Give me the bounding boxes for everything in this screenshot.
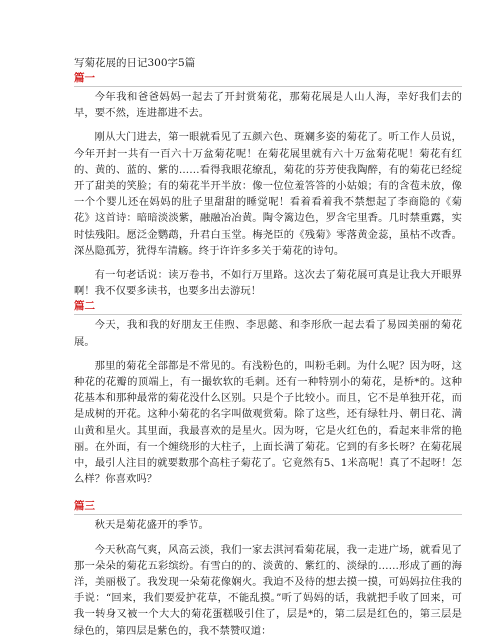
- section-1: [74, 71, 462, 299]
- section-divider: [74, 514, 462, 515]
- document-title: 写菊花展的日记300字5篇: [74, 57, 196, 69]
- paragraph: 那里的菊花全部都是不常见的。有浅粉色的，叫粉毛刺。为什么呢？因为呀，这种花的花瓣的顶端上，有一撮软软的毛刺。还有一种特别小的菊花，是桥*的。这种花基本和那种最常的菊花没什么区别。只是个子比较小。而且，它不是单独开花，而是成树的开花。这种小菊花的名字叫做观赏菊。除了这些，还有绿牡丹、朝日花、满山黄和星火。其里面，我最喜欢的是星火。因为呀，它是火红色的，看起来非常的艳丽。在外面，有一个缠绕形的大柱子，上面长满了菊花。它到的有多长呀？在菊花展中，最引人注目的就要数那个高柱子菊花了。它竟然有5、1米高呢！真了不起呀！怎么样？你喜欢吗？: [74, 359, 462, 486]
- section-heading: 篇三: [74, 500, 95, 513]
- paragraph: 今天，我和我的好朋友王佳煦、李思懿、和李形欣一起去看了易园美丽的菊花展。: [74, 319, 462, 348]
- paragraph: 今天秋高气爽，风高云淡，我们一家去淇河看菊花展，我一走进广场，就看见了那一朵朵的菊花五彩缤纷。有雪白的的、淡黄的、紫红的、淡绿的……形成了画的海洋，美丽极了。我发现一朵菊花像娴火。我迫不及待的想去摸一摸，可妈妈拉住我的手说：“回来，我们要爱护花草，不能乱摸。”听了妈妈的话，我就把手收了回来，可我一转身又被一个大大的菊花蛋糕吸引住了，层是*的，第二层是红色的，第三层是绿色的，第四层是紫色的，我不禁赞叹道：: [74, 543, 462, 637]
- section-divider: [74, 314, 462, 315]
- section-3: [74, 499, 462, 638]
- section-2: [74, 299, 462, 487]
- paragraph: 刚从大门进去，第一眼就看见了五颜六色、斑斓多姿的菊花了。听工作人员说，今年开封一共有一百六十万盆菊花呢！在菊花展里就有六十万盆菊花呢！菊花有红的、黄的、蓝的、紫的……看得我眼花缭乱，菊花的芬芳使我陶醉，有的菊花已经绽开了甜美的笑脸；有的菊花半开半放：像一位位羞答答的小姑娘；有的含苞未放，像一个个婴儿还在妈妈的肚子里甜甜的睡觉呢！看着看着我不禁想起了李商隐的《菊花》这首诗：暗暗淡淡紫，融融冶冶黄。陶令篱边色，罗含宅里香。几时禁重露，实时怯残阳。愿泛金鹦鹉，升君白玉堂。梅尧臣的《残菊》零落黄金蕊，虽枯不改香。深丛隐孤芳，犹得车清觞。终于许许多多关于菊花的诗句。: [74, 131, 462, 257]
- paragraph: 今年我和爸爸妈妈一起去了开封赏菊花，那菊花展是人山人海，幸好我们去的早，要不然，连进都进不去。: [74, 91, 462, 120]
- paragraph: 秋天是菊花盛开的季节。: [94, 519, 209, 532]
- paragraph: 有一句老话说：读万卷书，不如行万里路。这次去了菊花展可真是让我大开眼界啊！我不仅要多读书，也要多出去游玩！: [74, 269, 462, 298]
- section-divider: [74, 86, 462, 87]
- section-heading: 篇二: [74, 300, 95, 313]
- section-heading: 篇一: [74, 72, 95, 84]
